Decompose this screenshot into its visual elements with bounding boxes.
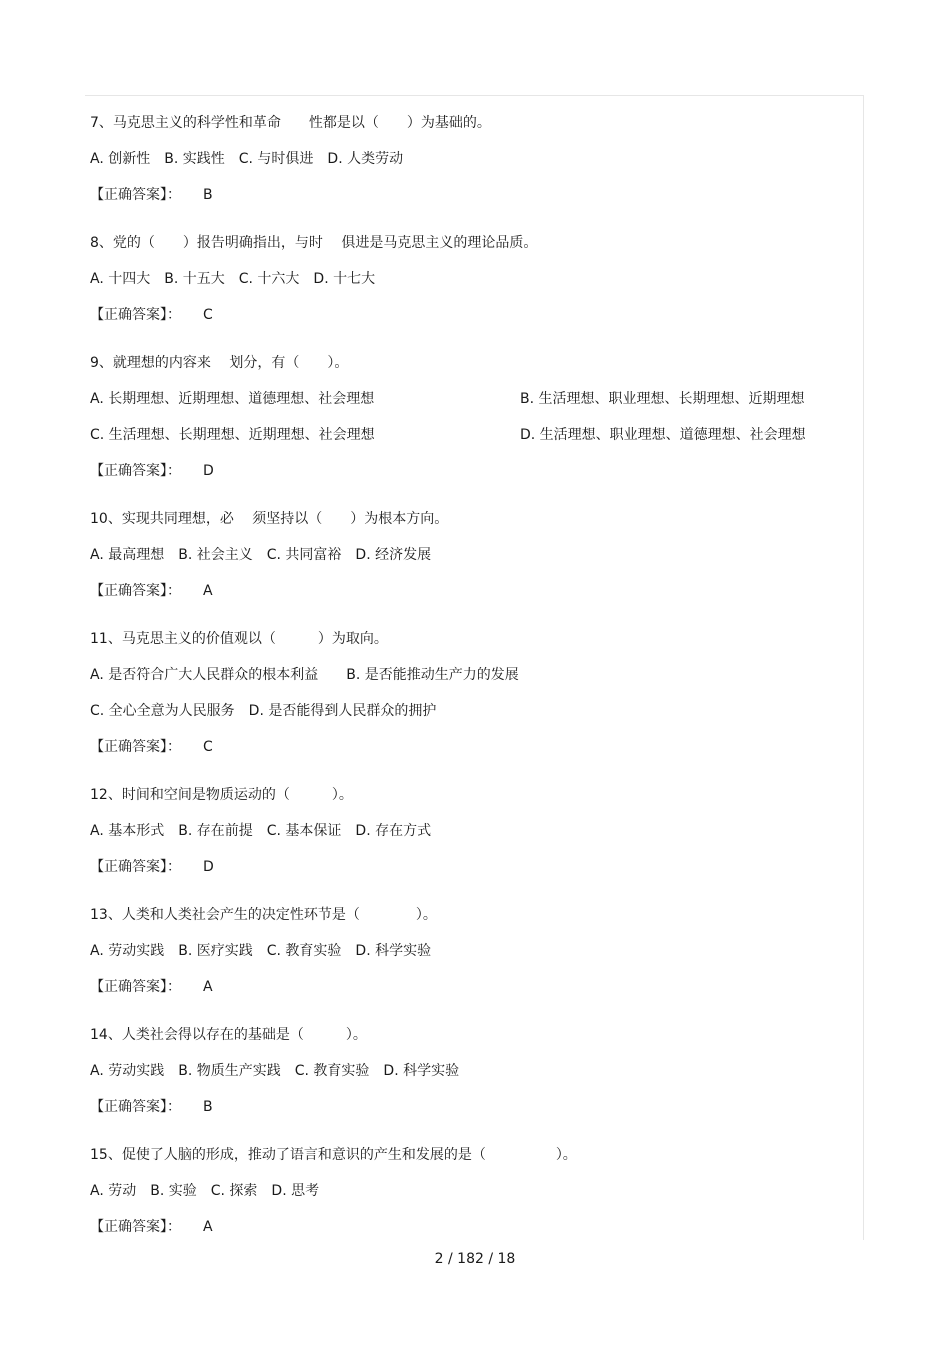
answer-value: B xyxy=(203,1099,213,1115)
question-options-row xyxy=(90,390,850,408)
question-options: A. 十四大 B. 十五大 C. 十六大 D. 十七大 xyxy=(90,271,376,287)
answer-label: 【正确答案】： xyxy=(90,1099,181,1115)
question-options: A. 创新性 B. 实践性 C. 与时俱进 D. 人类劳动 xyxy=(90,151,404,167)
question-options: A. 是否符合广大人民群众的根本利益 B. 是否能推动生产力的发展 xyxy=(90,667,519,683)
option-c: C. 生活理想、长期理想、近期理想、社会理想 xyxy=(90,427,375,443)
answer-line xyxy=(90,306,213,324)
answer-line xyxy=(90,1098,213,1116)
question-text: 12、时间和空间是物质运动的（ ）。 xyxy=(90,787,353,803)
answer-label: 【正确答案】： xyxy=(90,739,181,755)
answer-value: A xyxy=(203,1219,213,1235)
question-options: A. 最高理想 B. 社会主义 C. 共同富裕 D. 经济发展 xyxy=(90,547,432,563)
option-d: D. 生活理想、职业理想、道德理想、社会理想 xyxy=(520,427,806,443)
answer-value: A xyxy=(203,583,213,599)
answer-value: D xyxy=(203,463,214,479)
answer-value: C xyxy=(203,307,213,323)
page-indicator: 2 / 182 / 18 xyxy=(434,1251,516,1267)
answer-value: B xyxy=(203,187,213,203)
question-text: 14、人类社会得以存在的基础是（ ）。 xyxy=(90,1027,367,1043)
answer-line xyxy=(90,462,214,480)
answer-label: 【正确答案】： xyxy=(90,583,181,599)
answer-label: 【正确答案】： xyxy=(90,979,181,995)
question-options: C. 全心全意为人民服务 D. 是否能得到人民群众的拥护 xyxy=(90,703,437,719)
answer-line xyxy=(90,738,213,756)
option-b: B. 生活理想、职业理想、长期理想、近期理想 xyxy=(520,391,805,407)
question-options: A. 基本形式 B. 存在前提 C. 基本保证 D. 存在方式 xyxy=(90,823,432,839)
answer-label: 【正确答案】： xyxy=(90,859,181,875)
answer-label: 【正确答案】： xyxy=(90,187,181,203)
option-a: A. 长期理想、近期理想、道德理想、社会理想 xyxy=(90,391,375,407)
answer-value: A xyxy=(203,979,213,995)
answer-label: 【正确答案】： xyxy=(90,307,181,323)
answer-label: 【正确答案】： xyxy=(90,1219,181,1235)
question-options: A. 劳动实践 B. 物质生产实践 C. 教育实验 D. 科学实验 xyxy=(90,1063,460,1079)
answer-line xyxy=(90,582,213,600)
answer-line xyxy=(90,978,213,996)
answer-label: 【正确答案】： xyxy=(90,463,181,479)
answer-value: D xyxy=(203,859,214,875)
question-options-row xyxy=(90,426,850,444)
question-text: 11、马克思主义的价值观以（ ）为取向。 xyxy=(90,631,388,647)
question-text: 8、党的（ ）报告明确指出，与时 俱进是马克思主义的理论品质。 xyxy=(90,235,538,251)
answer-line xyxy=(90,186,213,204)
question-text: 15、促使了人脑的形成，推动了语言和意识的产生和发展的是（ ）。 xyxy=(90,1147,577,1163)
question-text: 10、实现共同理想，必 须坚持以（ ）为根本方向。 xyxy=(90,511,449,527)
answer-line xyxy=(90,858,214,876)
question-options: A. 劳动 B. 实验 C. 探索 D. 思考 xyxy=(90,1183,320,1199)
answer-value: C xyxy=(203,739,213,755)
question-text: 13、人类和人类社会产生的决定性环节是（ ）。 xyxy=(90,907,437,923)
question-options: A. 劳动实践 B. 医疗实践 C. 教育实验 D. 科学实验 xyxy=(90,943,432,959)
answer-line xyxy=(90,1218,213,1236)
question-text: 9、就理想的内容来 划分，有（ ）。 xyxy=(90,355,349,371)
question-text: 7、马克思主义的科学性和革命 性都是以（ ）为基础的。 xyxy=(90,115,491,131)
